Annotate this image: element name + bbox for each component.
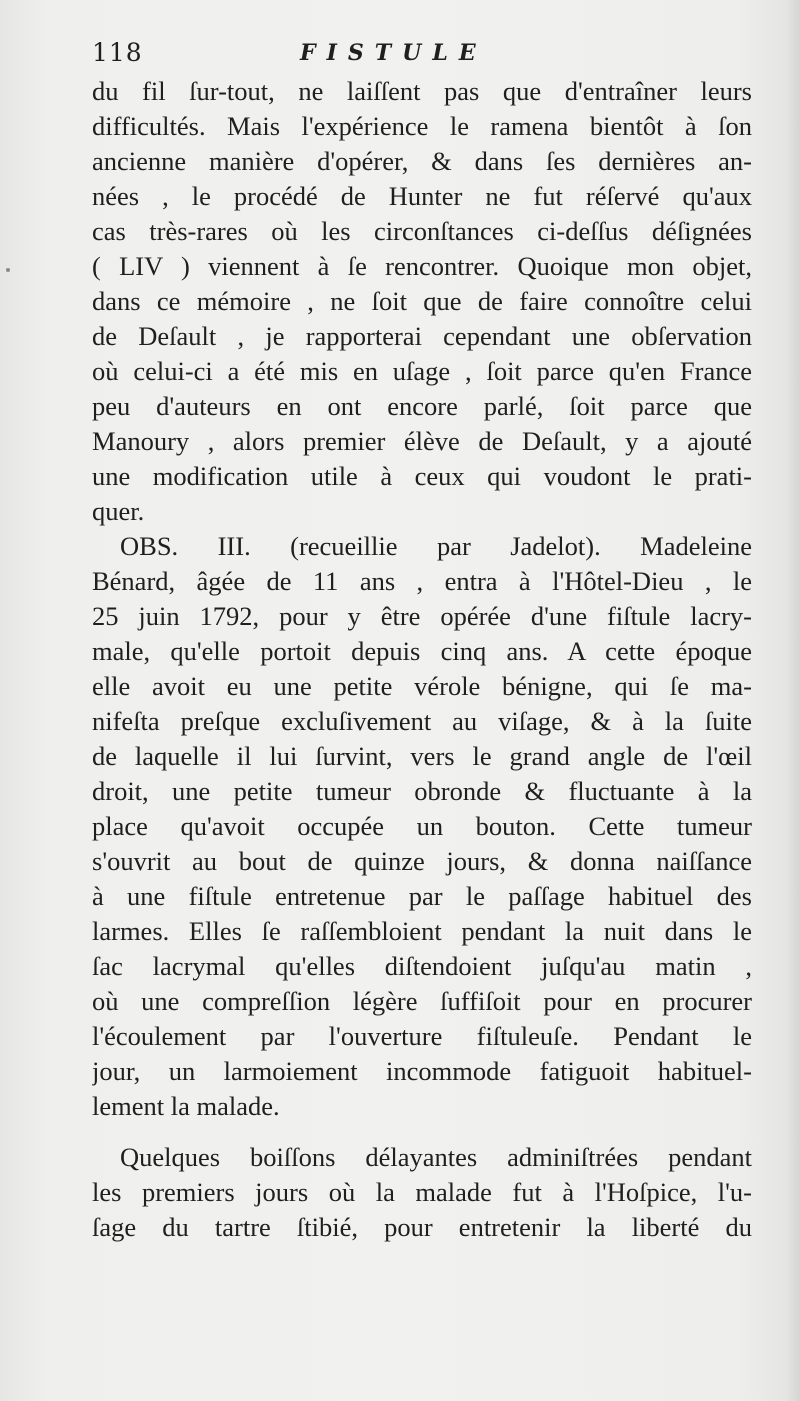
text-line: lement la malade. [92, 1091, 280, 1121]
text-line: male, qu'elle portoit depuis cinq ans. A cette époque [92, 636, 752, 666]
text-line: difficultés. Mais l'expérience le ramena bientôt à ſon [92, 111, 752, 141]
paragraph-gap [92, 1124, 752, 1140]
text-line: Manoury , alors premier élève de Deſault, y a ajouté [92, 426, 752, 456]
text-line: Bénard, âgée de 11 ans , entra à l'Hôtel-Dieu , le [92, 566, 752, 596]
page-edge-shadow [786, 0, 800, 1401]
text-line: OBS. III. (recueillie par Jadelot). Madeleine [120, 531, 752, 561]
body-text [92, 74, 752, 1245]
margin-speck [6, 268, 10, 272]
text-line: elle avoit eu une petite vérole bénigne, qui ſe ma- [92, 671, 752, 701]
paragraph-2 [92, 529, 752, 1124]
text-line: nées , le procédé de Hunter ne fut réſervé qu'aux [92, 181, 752, 211]
text-line: larmes. Elles ſe raſſembloient pendant la nuit dans le [92, 916, 752, 946]
text-line: ancienne manière d'opérer, & dans ſes dernières an- [92, 146, 752, 176]
text-line: ſac lacrymal qu'elles diſtendoient juſqu'au matin , [92, 951, 752, 981]
text-line: s'ouvrit au bout de quinze jours, & donna naiſſance [92, 846, 752, 876]
text-line: les premiers jours où la malade fut à l'Hoſpice, l'u- [92, 1177, 752, 1207]
text-line: 25 juin 1792, pour y être opérée d'une fiſtule lacry- [92, 601, 752, 631]
text-line: cas très-rares où les circonſtances ci-deſſus déſignées [92, 216, 752, 246]
paragraph-1 [92, 74, 752, 529]
text-line: du fil ſur-tout, ne laiſſent pas que d'entraîner leurs [92, 76, 752, 106]
text-line: où une compreſſion légère ſuffiſoit pour en procurer [92, 986, 752, 1016]
text-line: de Deſault , je rapporterai cependant une obſervation [92, 321, 752, 351]
text-line: droit, une petite tumeur obronde & fluctuante à la [92, 776, 752, 806]
text-line: Quelques boiſſons délayantes adminiſtrées pendant [120, 1142, 752, 1172]
text-line: quer. [92, 496, 145, 526]
text-line: où celui-ci a été mis en uſage , ſoit parce qu'en France [92, 356, 752, 386]
running-title: FISTULE [300, 40, 487, 66]
text-line: ( LIV ) viennent à ſe rencontrer. Quoique mon objet, [92, 251, 752, 281]
page-header [92, 38, 752, 78]
text-line: l'écoulement par l'ouverture fiſtuleuſe. Pendant le [92, 1021, 752, 1051]
text-line: jour, un larmoiement incommode fatiguoit habituel- [92, 1056, 752, 1086]
page-number: 118 [92, 38, 143, 67]
text-line: dans ce mémoire , ne ſoit que de faire connoître celui [92, 286, 752, 316]
text-line: place qu'avoit occupée un bouton. Cette tumeur [92, 811, 752, 841]
text-line: à une fiſtule entretenue par le paſſage habituel des [92, 881, 752, 911]
text-line: de laquelle il lui ſurvint, vers le grand angle de l'œil [92, 741, 752, 771]
text-line: nifeſta preſque excluſivement au viſage, & à la ſuite [92, 706, 752, 736]
paragraph-3 [92, 1140, 752, 1245]
text-line: une modification utile à ceux qui voudont le prati- [92, 461, 752, 491]
text-line: ſage du tartre ſtibié, pour entretenir la liberté du [92, 1212, 752, 1242]
text-line: peu d'auteurs en ont encore parlé, ſoit parce que [92, 391, 752, 421]
